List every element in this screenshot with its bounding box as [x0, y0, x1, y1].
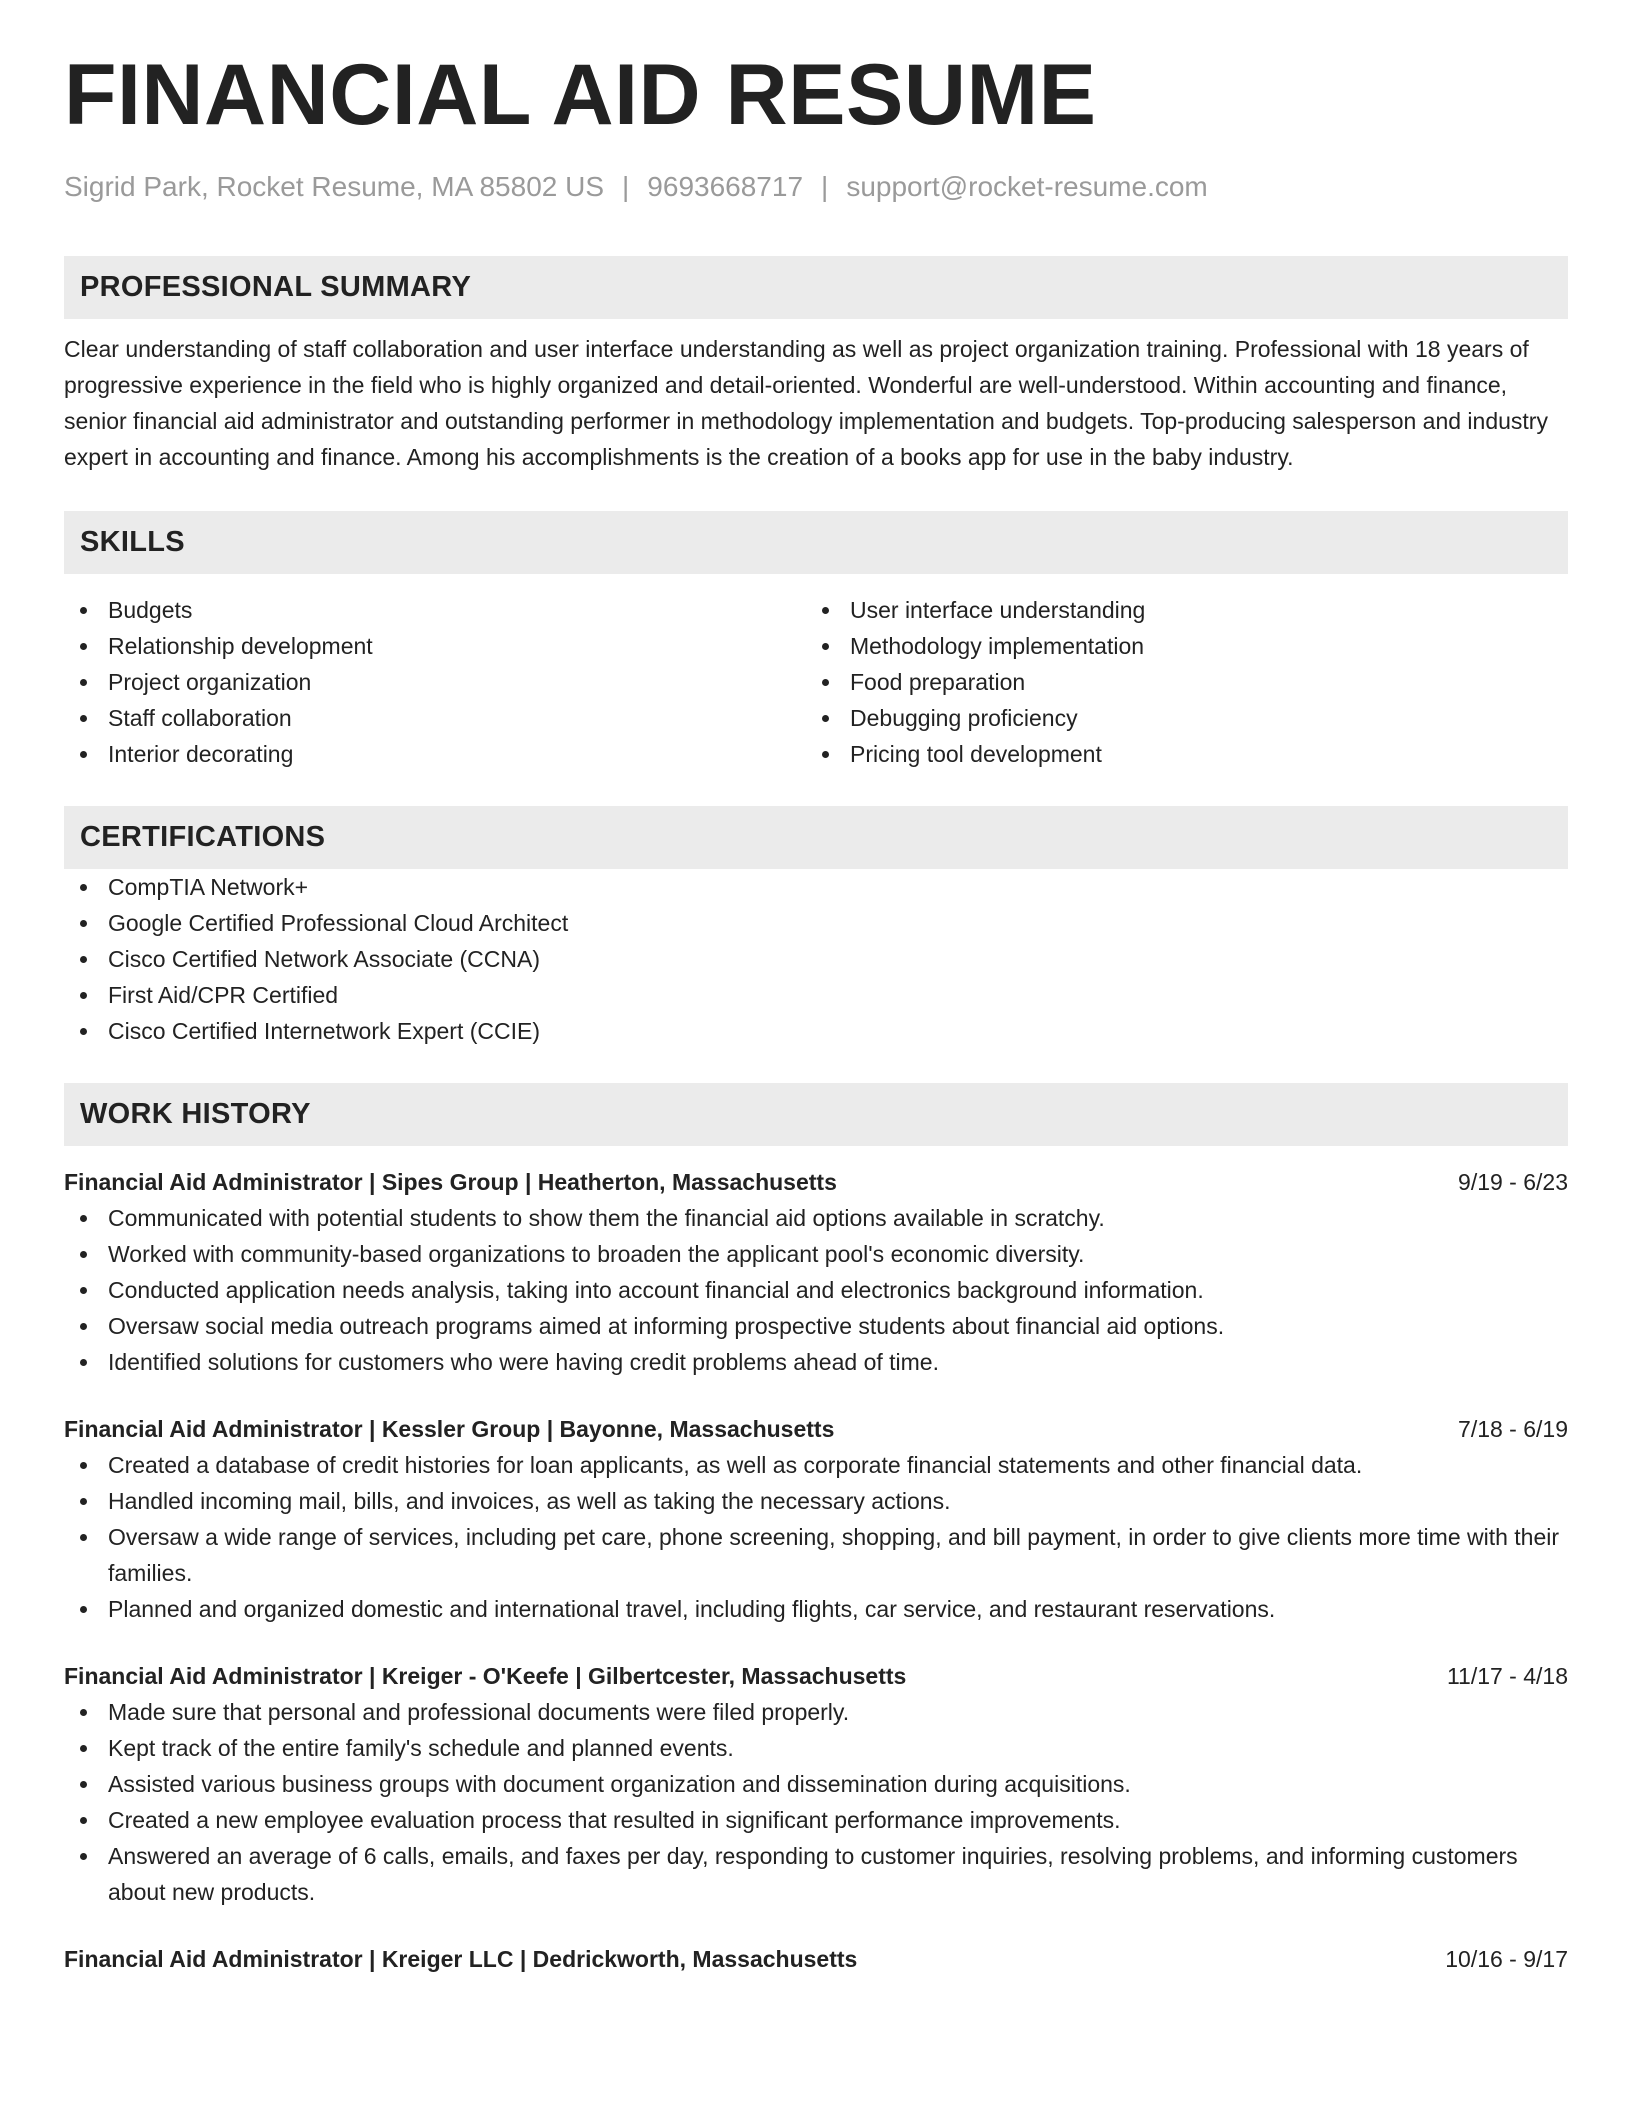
skill-item: Staff collaboration: [64, 700, 806, 736]
job-bullets: [64, 1447, 1568, 1627]
skill-item: User interface understanding: [806, 592, 1548, 628]
job-dates: 9/19 - 6/23: [1458, 1168, 1568, 1195]
contact-line: [64, 170, 1568, 204]
certifications-section: [64, 806, 1568, 1049]
summary-text: Clear understanding of staff collaboration and user interface understanding as well as project organization training. Professional with 18 years of progressive experience in the field who is highly organized and detail-oriented. Wonderful are well-understood. Within accounting and finance, senior financial aid administrator and outstanding performer in methodology implementation and budgets. Top-producing salesperson and industry expert in accounting and finance. Among his accomplishments is the creation of a books app for use in the baby industry.: [64, 335, 1548, 470]
job-title: Financial Aid Administrator | Kreiger - O'Keefe | Gilbertcester, Massachusetts: [64, 1662, 907, 1689]
job-title: Financial Aid Administrator | Kreiger LLC | Dedrickworth, Massachusetts: [64, 1945, 858, 1972]
skill-item: Debugging proficiency: [806, 700, 1548, 736]
certification-item: CompTIA Network+: [64, 869, 1568, 905]
skill-item: Interior decorating: [64, 736, 806, 772]
skills-grid: [64, 592, 1568, 772]
contact-separator: |: [622, 171, 630, 202]
skill-item: Pricing tool development: [806, 736, 1548, 772]
job-bullets: [64, 1694, 1568, 1910]
job-dates: 7/18 - 6/19: [1458, 1415, 1568, 1442]
job-title: Financial Aid Administrator | Sipes Group | Heatherton, Massachusetts: [64, 1168, 837, 1195]
certifications-list: [64, 869, 1568, 1049]
skills-list-right: [806, 592, 1548, 772]
job-bullet: Communicated with potential students to show them the financial aid options available in scratchy.: [64, 1200, 1568, 1236]
job-bullet: Made sure that personal and professional documents were filed properly.: [64, 1694, 1568, 1730]
job-bullet: Conducted application needs analysis, taking into account financial and electronics background information.: [64, 1272, 1568, 1308]
job-title: Financial Aid Administrator | Kessler Group | Bayonne, Massachusetts: [64, 1415, 835, 1442]
job-dates: 10/16 - 9/17: [1445, 1945, 1568, 1972]
job-header: [64, 1658, 1568, 1694]
summary-section: [64, 256, 1568, 475]
work-history-heading: WORK HISTORY: [64, 1083, 1568, 1146]
skill-item: Food preparation: [806, 664, 1548, 700]
job-bullets: [64, 1200, 1568, 1380]
job-entry: [64, 1941, 1568, 1977]
job-bullet: Answered an average of 6 calls, emails, and faxes per day, responding to customer inquiries, resolving problems, and informing customers about new products.: [64, 1838, 1568, 1910]
job-header: [64, 1164, 1568, 1200]
certification-item: First Aid/CPR Certified: [64, 977, 1568, 1013]
job-entry: [64, 1658, 1568, 1910]
job-bullet: Oversaw social media outreach programs aimed at informing prospective students about financial aid options.: [64, 1308, 1568, 1344]
skill-item: Budgets: [64, 592, 806, 628]
skill-item: Methodology implementation: [806, 628, 1548, 664]
job-bullet: Oversaw a wide range of services, including pet care, phone screening, shopping, and bill payment, in order to give clients more time with their families.: [64, 1519, 1568, 1591]
contact-phone: 9693668717: [647, 171, 804, 202]
job-bullet: Created a database of credit histories for loan applicants, as well as corporate financial statements and other financial data.: [64, 1447, 1568, 1483]
contact-email: support@rocket-resume.com: [846, 171, 1208, 202]
certification-item: Cisco Certified Network Associate (CCNA): [64, 941, 1568, 977]
certifications-heading: CERTIFICATIONS: [64, 806, 1568, 869]
work-history-section: [64, 1083, 1568, 1977]
skills-list-left: [64, 592, 806, 772]
job-bullet: Handled incoming mail, bills, and invoices, as well as taking the necessary actions.: [64, 1483, 1568, 1519]
resume-page: [64, 47, 1568, 1977]
skill-item: Relationship development: [64, 628, 806, 664]
job-header: [64, 1411, 1568, 1447]
job-bullet: Worked with community-based organizations to broaden the applicant pool's economic diversity.: [64, 1236, 1568, 1272]
certification-item: Google Certified Professional Cloud Architect: [64, 905, 1568, 941]
job-header: [64, 1941, 1568, 1977]
contact-address: Sigrid Park, Rocket Resume, MA 85802 US: [64, 171, 605, 202]
skills-heading: SKILLS: [64, 511, 1568, 574]
job-bullet: Assisted various business groups with document organization and dissemination during acquisitions.: [64, 1766, 1568, 1802]
job-dates: 11/17 - 4/18: [1446, 1662, 1568, 1689]
job-bullet: Created a new employee evaluation process that resulted in significant performance improvements.: [64, 1802, 1568, 1838]
job-entry: [64, 1164, 1568, 1380]
skill-item: Project organization: [64, 664, 806, 700]
job-bullet: Kept track of the entire family's schedule and planned events.: [64, 1730, 1568, 1766]
summary-heading: PROFESSIONAL SUMMARY: [64, 256, 1568, 319]
skills-section: [64, 511, 1568, 772]
job-bullet: Planned and organized domestic and international travel, including flights, car service, and restaurant reservations.: [64, 1591, 1568, 1627]
job-bullet: Identified solutions for customers who were having credit problems ahead of time.: [64, 1344, 1568, 1380]
job-entry: [64, 1411, 1568, 1627]
certification-item: Cisco Certified Internetwork Expert (CCIE): [64, 1013, 1568, 1049]
resume-title: FINANCIAL AID RESUME: [64, 47, 1097, 143]
contact-separator: |: [821, 171, 829, 202]
